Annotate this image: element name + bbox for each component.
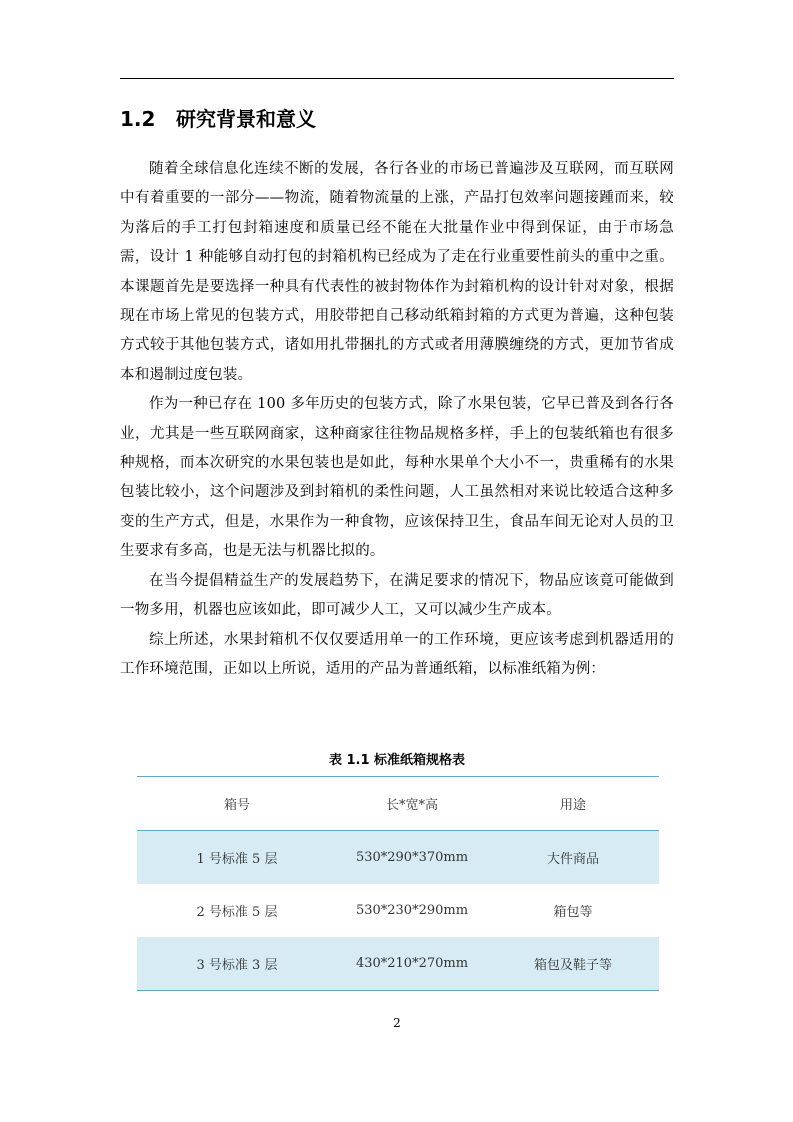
section-number: 1.2 — [120, 107, 156, 131]
paragraph: 在当今提倡精益生产的发展趋势下，在满足要求的情况下，物品应该竟可能做到一物多用，机器也应该如此，即可减少人工，又可以减少生产成本。 — [120, 572, 674, 619]
header-rule — [120, 78, 674, 79]
table-caption: 表 1.1 标准纸箱规格表 — [328, 753, 466, 768]
cell-dimensions: 530*230*290mm — [355, 903, 469, 918]
paragraph: 随着全球信息化连续不断的发展，各行各业的市场已普遍涉及互联网，而互联网中有着重要的一部分——物流，随着物流量的上涨，产品打包效率问题接踵而来，较为落后的手工打包封箱速度和质量已经不能在大批量作业中得到保证，由于市场急需，设计 1 种能够自动打包的封箱机构已经成为了走在行业重要性前头的重中之重。本课题首先是要选择一种具有代表性的被封物体作为封箱机构的设计针对对象，根据现在市场上常见的包装方式，用胶带把自己移动纸箱封箱的方式更为普遍，这种包装方式较于其他包装方式，诸如用扎带捆扎的方式或者用薄膜缠绕的方式，更加节省成本和遏制过度包装。 — [120, 161, 674, 383]
cell-box-number: 2 号标准 5 层 — [196, 905, 278, 920]
page-number: 2 — [393, 1016, 401, 1030]
cell-usage: 箱包及鞋子等 — [533, 958, 612, 973]
paragraph: 作为一种已存在 100 多年历史的包装方式，除了水果包装，它早已普及到各行各业，尤其是一些互联网商家，这种商家往往物品规格多样，手上的包装纸箱也有很多种规格，而本次研究的水果包装也是如此，每种水果单个大小不一，贵重稀有的水果包装比较小，这个问题涉及到封箱机的柔性问题，人工虽然相对来说比较适合这种多变的生产方式，但是，水果作为一种食物，应该保持卫生，食品车间无论对人员的卫生要求有多高，也是无法与机器比拟的。 — [120, 396, 674, 560]
cell-usage: 大件商品 — [546, 852, 599, 867]
cell-box-number: 3 号标准 3 层 — [196, 958, 278, 973]
table-row — [137, 831, 659, 885]
paragraph: 综上所述，水果封箱机不仅仅要适用单一的工作环境，更应该考虑到机器适用的工作环境范围，正如以上所说，适用的产品为普通纸箱，以标准纸箱为例： — [120, 631, 674, 677]
cell-usage: 箱包等 — [553, 905, 593, 920]
table-row — [137, 884, 659, 937]
table-header-row — [137, 777, 659, 831]
cell-box-number: 1 号标准 5 层 — [196, 852, 278, 867]
header-usage: 用途 — [559, 798, 586, 813]
table-row — [137, 937, 659, 991]
header-dimensions: 长*宽*高 — [385, 798, 438, 813]
cell-dimensions: 430*210*270mm — [355, 956, 469, 971]
section-title: 研究背景和意义 — [176, 107, 316, 131]
cell-dimensions: 530*290*370mm — [355, 850, 469, 865]
body-text — [120, 155, 674, 684]
box-spec-table — [137, 776, 659, 991]
section-heading — [120, 103, 674, 135]
header-box-number: 箱号 — [223, 798, 250, 813]
